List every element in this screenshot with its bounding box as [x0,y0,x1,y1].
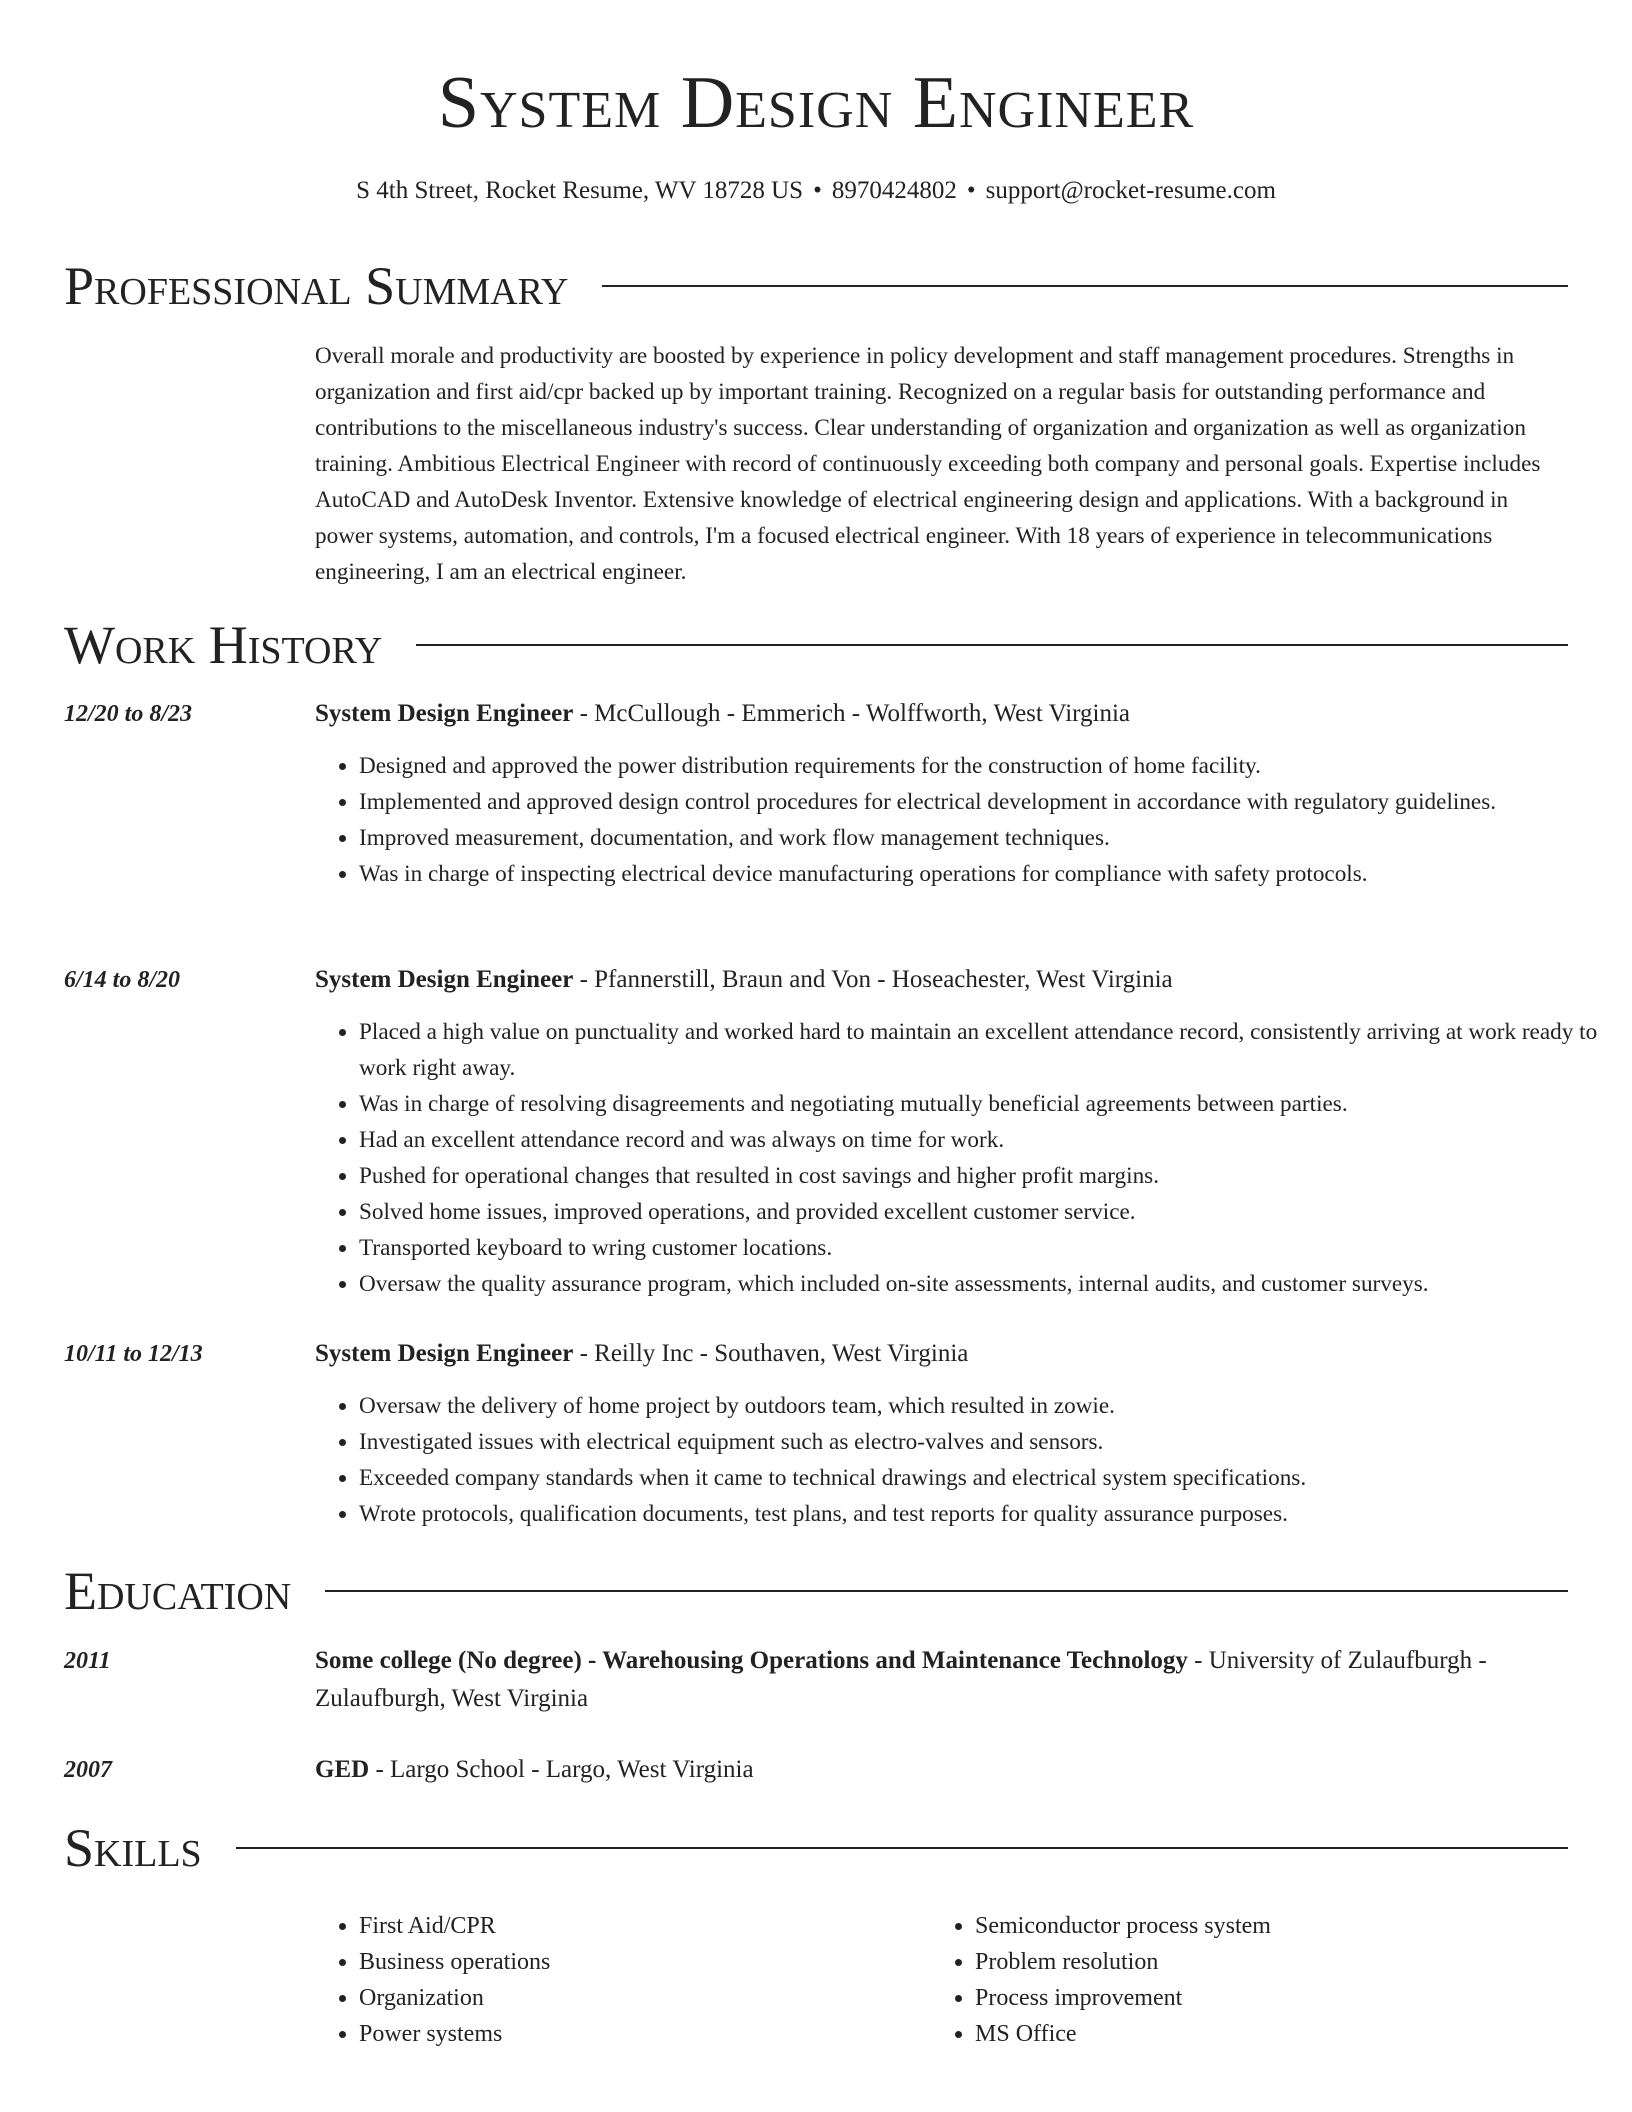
contact-phone: 8970424802 [831,177,957,204]
work-history-section-header [64,615,1568,675]
education-school: - Largo School - Largo, West Virginia [369,1756,754,1783]
skill-item: • First Aid/CPR [359,1908,919,1944]
contact-email[interactable]: support@rocket-resume.com [985,177,1276,204]
list-item: • Investigated issues with electrical equipment such as electro-valves and sensors. [359,1424,1609,1460]
skill-item: • Problem resolution [975,1944,1535,1980]
list-item: • Implemented and approved design control procedures for electrical development in accordance with regulatory guidelines. [359,784,1609,820]
list-item: • Wrote protocols, qualification documents, test plans, and test reports for quality assurance purposes. [359,1496,1609,1532]
job-heading [315,1335,1565,1373]
job-employer: - McCullough - Emmerich - Wolffworth, West Virginia [573,700,1131,727]
job-dates: 6/14 to 8/20 [64,967,181,993]
skill-item: • MS Office [975,2016,1535,2052]
education-degree: Some college (No degree) - Warehousing Operations and Maintenance Technology [315,1647,1188,1674]
list-item: • Was in charge of resolving disagreements and negotiating mutually beneficial agreements between parties. [359,1086,1609,1122]
section-title: Skills [64,1818,202,1878]
education-section-header [64,1561,1568,1621]
resume-name: System Design Engineer [437,62,1195,144]
list-item: • Pushed for operational changes that resulted in cost savings and higher profit margins. [359,1158,1609,1194]
skills-list-left [315,1908,919,2052]
job-heading [315,961,1565,999]
contact-separator: • [813,177,822,204]
job-bullets [315,1014,1609,1302]
education-school: - University of Zulaufburgh - Zulaufburgh, West Virginia [315,1647,1487,1712]
education-degree: GED [315,1756,370,1783]
section-title: Education [64,1561,292,1621]
skill-item: • Power systems [359,2016,919,2052]
list-item: • Designed and approved the power distribution requirements for the construction of home facility. [359,748,1609,784]
job-bullets [315,748,1609,892]
list-item: • Oversaw the quality assurance program, which included on-site assessments, internal audits, and customer surveys. [359,1266,1609,1302]
education-year: 2011 [64,1648,111,1674]
skill-item: • Process improvement [975,1980,1535,2016]
list-item: • Was in charge of inspecting electrical device manufacturing operations for compliance with safety protocols. [359,856,1609,892]
list-item: • Solved home issues, improved operations, and provided excellent customer service. [359,1194,1609,1230]
section-divider [325,1590,1568,1592]
job-bullets [315,1388,1609,1532]
summary-text: Overall morale and productivity are boosted by experience in policy development and staff management procedures. Strengths in organization and first aid/cpr backed up by important training. Recognized on a regular basis for outstanding performance and contributions to the miscellaneous industry's success. Clear understanding of organization and organization as well as organization training. Ambitious Electrical Engineer with record of continuously exceeding both company and personal goals. Expertise includes AutoCAD and AutoDesk Inventor. Extensive knowledge of electrical engineering design and applications. With a background in power systems, automation, and controls, I'm a focused electrical engineer. With 18 years of experience in telecommunications engineering, I am an electrical engineer. [315,343,1541,585]
skills-section-header [64,1818,1568,1878]
list-item: • Placed a high value on punctuality and worked hard to maintain an excellent attendance record, consistently arriving at work ready to work right away. [359,1014,1609,1086]
list-item: • Had an excellent attendance record and was always on time for work. [359,1122,1609,1158]
job-dates: 10/11 to 12/13 [64,1341,203,1367]
summary-section-header [64,256,1568,316]
section-title: Work History [64,615,383,675]
section-divider [602,285,1568,287]
section-divider [236,1847,1568,1849]
skill-item: • Organization [359,1980,919,2016]
job-heading [315,695,1565,733]
list-item: • Oversaw the delivery of home project by outdoors team, which resulted in zowie. [359,1388,1609,1424]
skill-item: • Semiconductor process system [975,1908,1535,1944]
list-item: • Improved measurement, documentation, and work flow management techniques. [359,820,1609,856]
education-year: 2007 [64,1757,112,1783]
job-employer: - Pfannerstill, Braun and Von - Hoseachester, West Virginia [573,966,1173,993]
list-item: • Exceeded company standards when it came to technical drawings and electrical system specifications. [359,1460,1609,1496]
job-title: System Design Engineer [315,966,574,993]
job-employer: - Reilly Inc - Southaven, West Virginia [573,1340,969,1367]
contact-address: S 4th Street, Rocket Resume, WV 18728 US [356,177,804,204]
education-entry [315,1751,1565,1789]
skill-item: • Business operations [359,1944,919,1980]
job-dates: 12/20 to 8/23 [64,701,193,727]
contact-separator: • [966,177,976,204]
contact-line [0,174,1632,208]
skills-list-right [931,1908,1535,2052]
section-divider [416,644,1568,646]
job-title: System Design Engineer [315,700,574,727]
job-title: System Design Engineer [315,1340,574,1367]
list-item: • Transported keyboard to wring customer locations. [359,1230,1609,1266]
education-entry [315,1642,1565,1718]
section-title: Professional Summary [64,256,569,316]
